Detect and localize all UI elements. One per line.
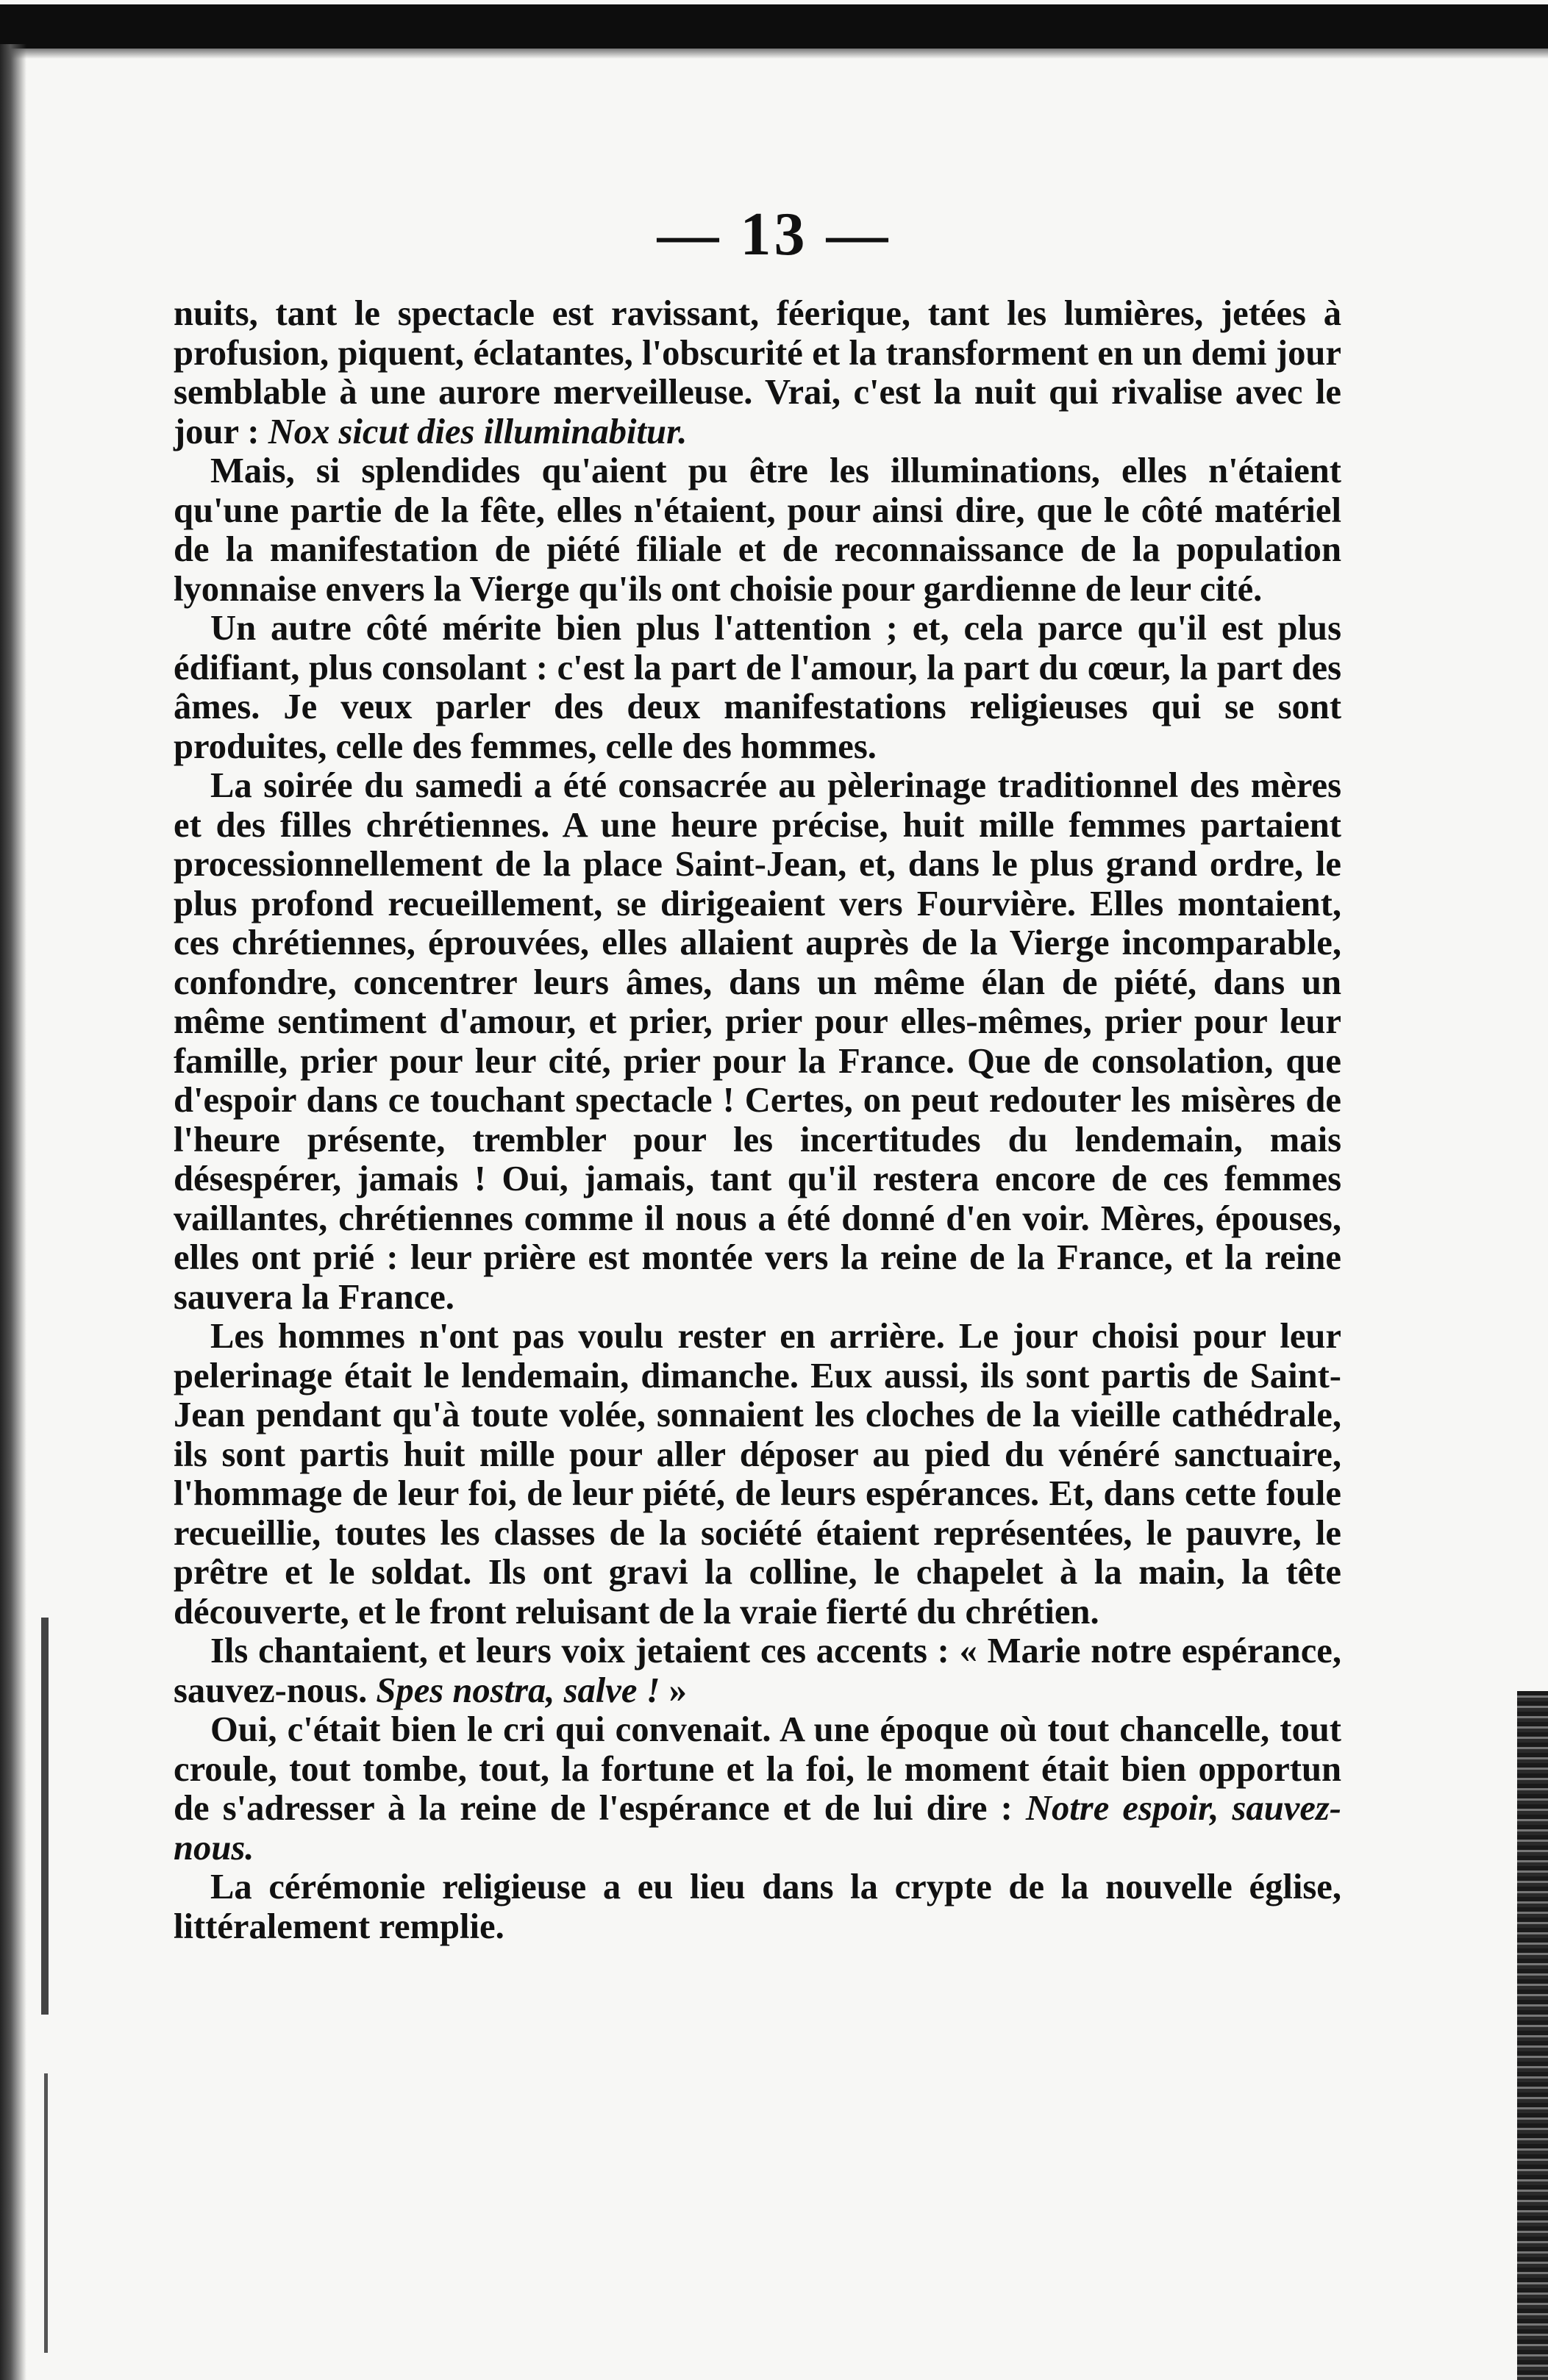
paragraph: Un autre côté mérite bien plus l'attention ; et, cela parce qu'il est plus édifiant, plus consolant : c'est la part de l'amour, la part du cœur, la part des âmes. Je veux parler des deux manifestations religieuses qui se sont produites, celle des femmes, celle des hommes. <box>174 608 1341 766</box>
scan-top-shadow <box>0 49 1548 59</box>
paragraph: Ils chantaient, et leurs voix jetaient ces accents : « Marie notre espérance, sauvez-nous. Spes nostra, salve ! » <box>174 1631 1341 1710</box>
page-number: — 13 — <box>657 200 891 268</box>
paragraph: La cérémonie religieuse a eu lieu dans la crypte de la nouvelle église, littéralement remplie. <box>174 1867 1341 1946</box>
paragraph: Mais, si splendides qu'aient pu être les illuminations, elles n'étaient qu'une partie de la fête, elles n'étaient, pour ainsi dire, que le côté matériel de la manifestation de piété filiale et de reconnaissance de la population lyonnaise envers la Vierge qu'ils ont choisie pour gardienne de leur cité. <box>174 451 1341 609</box>
scan-left-mark <box>41 1618 49 2015</box>
paragraph: Les hommes n'ont pas voulu rester en arrière. Le jour choisi pour leur pelerinage était le lendemain, dimanche. Eux aussi, ils sont partis de Saint-Jean pendant qu'à toute volée, sonnaient les cloches de la vieille cathédrale, ils sont partis huit mille pour aller déposer au pied du vénéré sanctuaire, l'hommage de leur foi, de leur piété, de leurs espérances. Et, dans cette foule recueillie, toutes les classes de la société étaient représentées, le pauvre, le prêtre et le soldat. Ils ont gravi la colline, le chapelet à la main, la tête découverte, et le front reluisant de la vraie fierté du chrétien. <box>174 1316 1341 1632</box>
scan-left-border <box>0 44 26 2380</box>
scan-top-border <box>0 4 1548 49</box>
scan-right-border <box>1517 1691 1548 2380</box>
paragraph: nuits, tant le spectacle est ravissant, féerique, tant les lumières, jetées à profusion, piquent, éclatantes, l'obscurité et la transforment en un demi jour semblable à une aurore merveilleuse. Vrai, c'est la nuit qui rivalise avec le jour : Nox sicut dies illuminabitur. <box>174 293 1341 451</box>
paragraph: Oui, c'était bien le cri qui convenait. A une époque où tout chancelle, tout croule, tout tombe, tout, la fortune et la foi, le moment était bien opportun de s'adresser à la reine de l'espérance et de lui dire : Notre espoir, sauvez-nous. <box>174 1709 1341 1868</box>
page-body <box>174 294 1341 1946</box>
scan-left-mark-lower <box>44 2073 48 2353</box>
paragraph: La soirée du samedi a été consacrée au pèlerinage traditionnel des mères et des filles chrétiennes. A une heure précise, huit mille femmes partaient processionnellement de la place Saint-Jean, et, dans le plus grand ordre, le plus profond recueillement, se dirigeaient vers Fourvière. Elles montaient, ces chrétiennes, éprouvées, elles allaient auprès de la Vierge incomparable, confondre, concentrer leurs âmes, dans un même élan de piété, dans un même sentiment d'amour, et prier, prier pour elles-mêmes, prier pour leur famille, prier pour leur cité, prier pour la France. Que de consolation, que d'espoir dans ce touchant spectacle ! Certes, on peut redouter les misères de l'heure présente, trembler pour les incertitudes du lendemain, mais désespérer, jamais ! Oui, jamais, tant qu'il restera encore de ces femmes vaillantes, chrétiennes comme il nous a été donné d'en voir. Mères, épouses, elles ont prié : leur prière est montée vers la reine de la France, et la reine sauvera la France. <box>174 765 1341 1317</box>
